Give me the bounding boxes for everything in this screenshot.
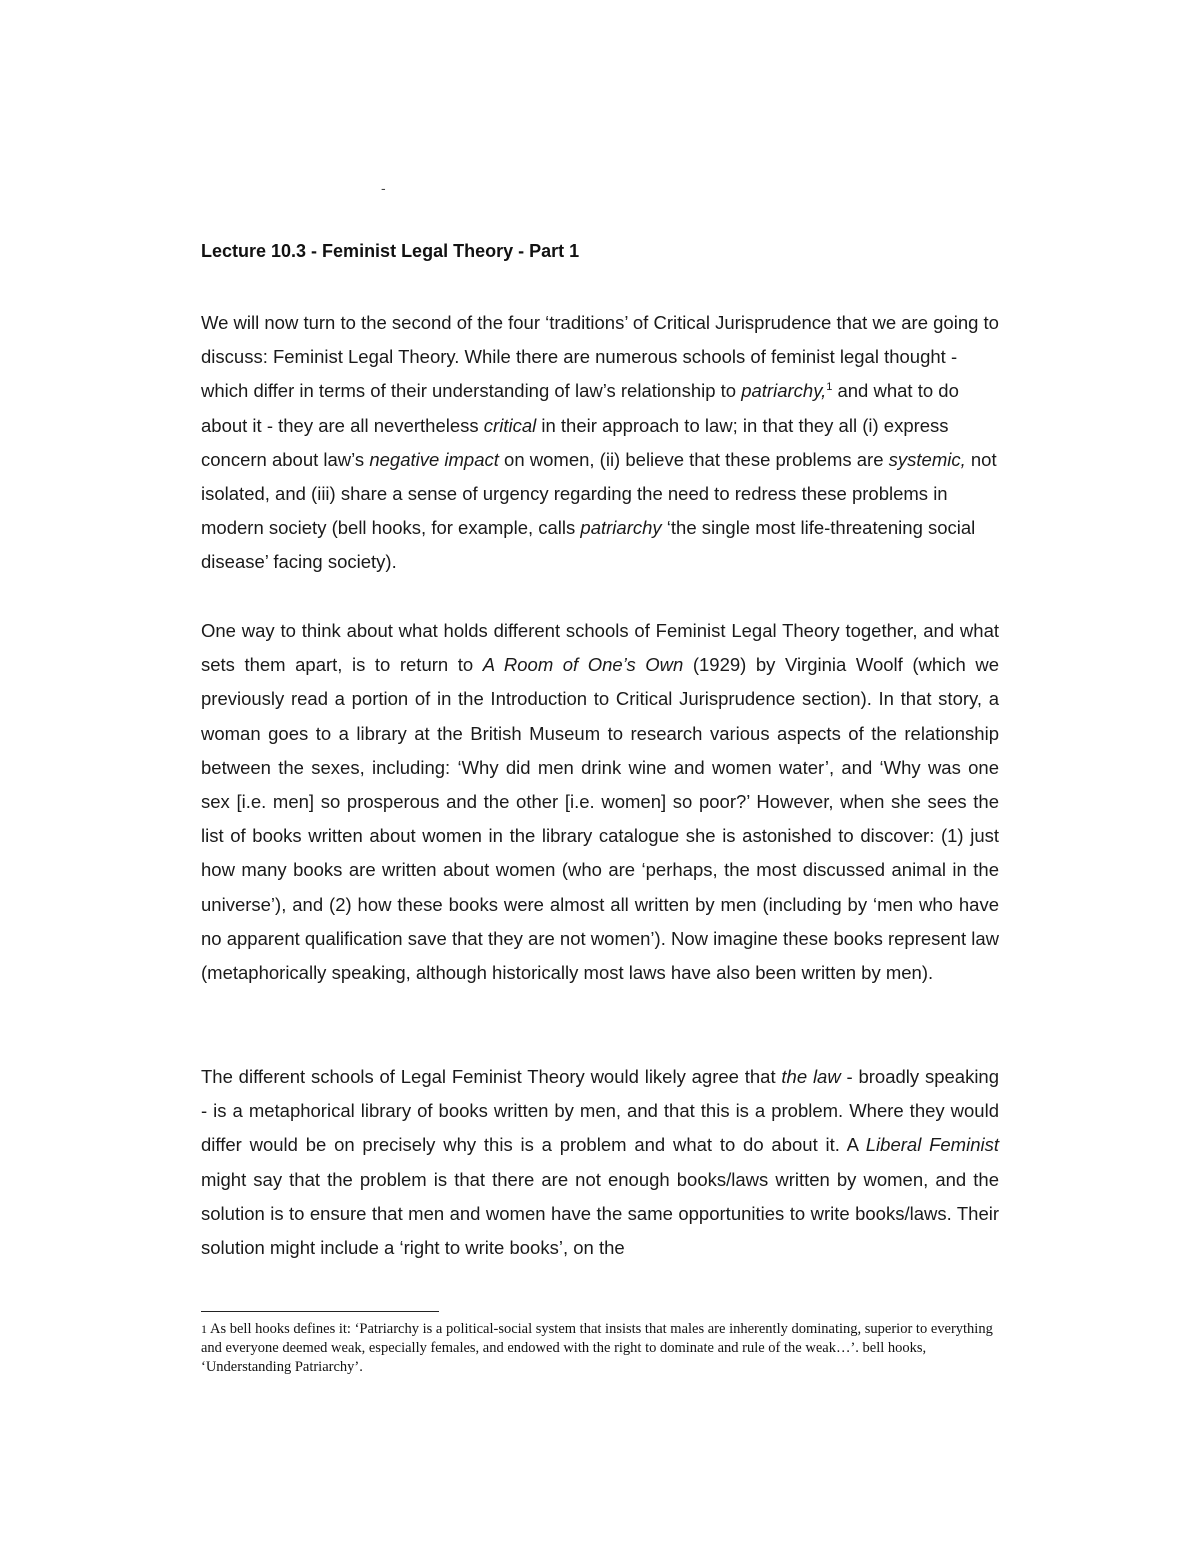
- text-run: The different schools of Legal Feminist Theory would likely agree that: [201, 1066, 782, 1087]
- text-run: We will now turn to the second of the four ‘traditions’ of Critical Jurisprudence that we are going to discuss: Feminist Legal Theory. While there are numerous schools of feminist legal thought - which differ in terms of their understanding of law’s relationship to: [201, 312, 999, 402]
- italic-run: Liberal Feminist: [865, 1134, 999, 1156]
- header-mark: -: [381, 180, 386, 196]
- italic-run: systemic,: [888, 448, 966, 470]
- italic-run: patriarchy: [580, 517, 662, 539]
- footnote-number: 1: [201, 1322, 207, 1336]
- italic-run: the law: [781, 1066, 841, 1087]
- italic-run: patriarchy,: [741, 380, 827, 402]
- italic-run: negative impact: [369, 448, 499, 470]
- text-run: in their approach to law; in that they all (i) express concern about law’s: [201, 414, 949, 470]
- text-run: not isolated, and (iii) share a sense of urgency regarding the need to redress these problems in modern society (bell hooks, for example, calls: [201, 448, 997, 539]
- text-run: - broadly speaking - is a metaphorical library of books written by men, and that this is a problem. Where they would differ would be on precisely why this is a problem and what to do about it. A: [201, 1066, 1000, 1156]
- page-title: Lecture 10.3 - Feminist Legal Theory - Part 1: [201, 241, 580, 261]
- footnote-reference[interactable]: 1: [826, 381, 833, 394]
- text-run: might say that the problem is that there are not enough books/laws written by women, and the solution is to ensure that men and women have the same opportunities to write books/laws. Their solution might include a ‘right to write books’, on the: [201, 1168, 999, 1259]
- text-run: ‘the single most life-threatening social disease’ facing society).: [201, 517, 976, 573]
- paragraph-3: [201, 1060, 999, 1265]
- footnote-divider: [201, 1311, 439, 1312]
- italic-run: A Room of One’s Own: [482, 654, 684, 676]
- text-run: and what to do about it - they are all nevertheless: [201, 380, 959, 436]
- italic-run: critical: [483, 414, 537, 436]
- text-run: (1929) by Virginia Woolf (which we previously read a portion of in the Introduction to Critical Jurisprudence section). In that story, a woman goes to a library at the British Museum to research various aspects of the relationship between the sexes, including: ‘Why did men drink wine and women water’, and ‘Why was one sex [i.e. men] so prosperous and the other [i.e. women] so poor?’ However, when she sees the list of books written about women in the library catalogue she is astonished to discover: (1) just how many books are written about women (who are ‘perhaps, the most discussed animal in the universe’), and (2) how these books were almost all written by men (including by ‘men who have no apparent qualification save that they are not women’). Now imagine these books represent law (metaphorically speaking, although historically most laws have also been written by men).: [201, 654, 1000, 984]
- paragraph-2: [201, 614, 999, 990]
- paragraph-1: [201, 306, 999, 580]
- text-run: on women, (ii) believe that these problems are: [498, 448, 889, 470]
- text-run: One way to think about what holds different schools of Feminist Legal Theory together, and what sets them apart, is to return to: [201, 620, 999, 676]
- footnote-text: As bell hooks defines it: ‘Patriarchy is a political-social system that insists that males are inherently dominating, superior to everything and everyone deemed weak, especially females, and endowed with the right to dominate and rule of the weak…’. bell hooks, ‘Understanding Patriarchy’.: [201, 1321, 993, 1375]
- footnote: [201, 1320, 999, 1377]
